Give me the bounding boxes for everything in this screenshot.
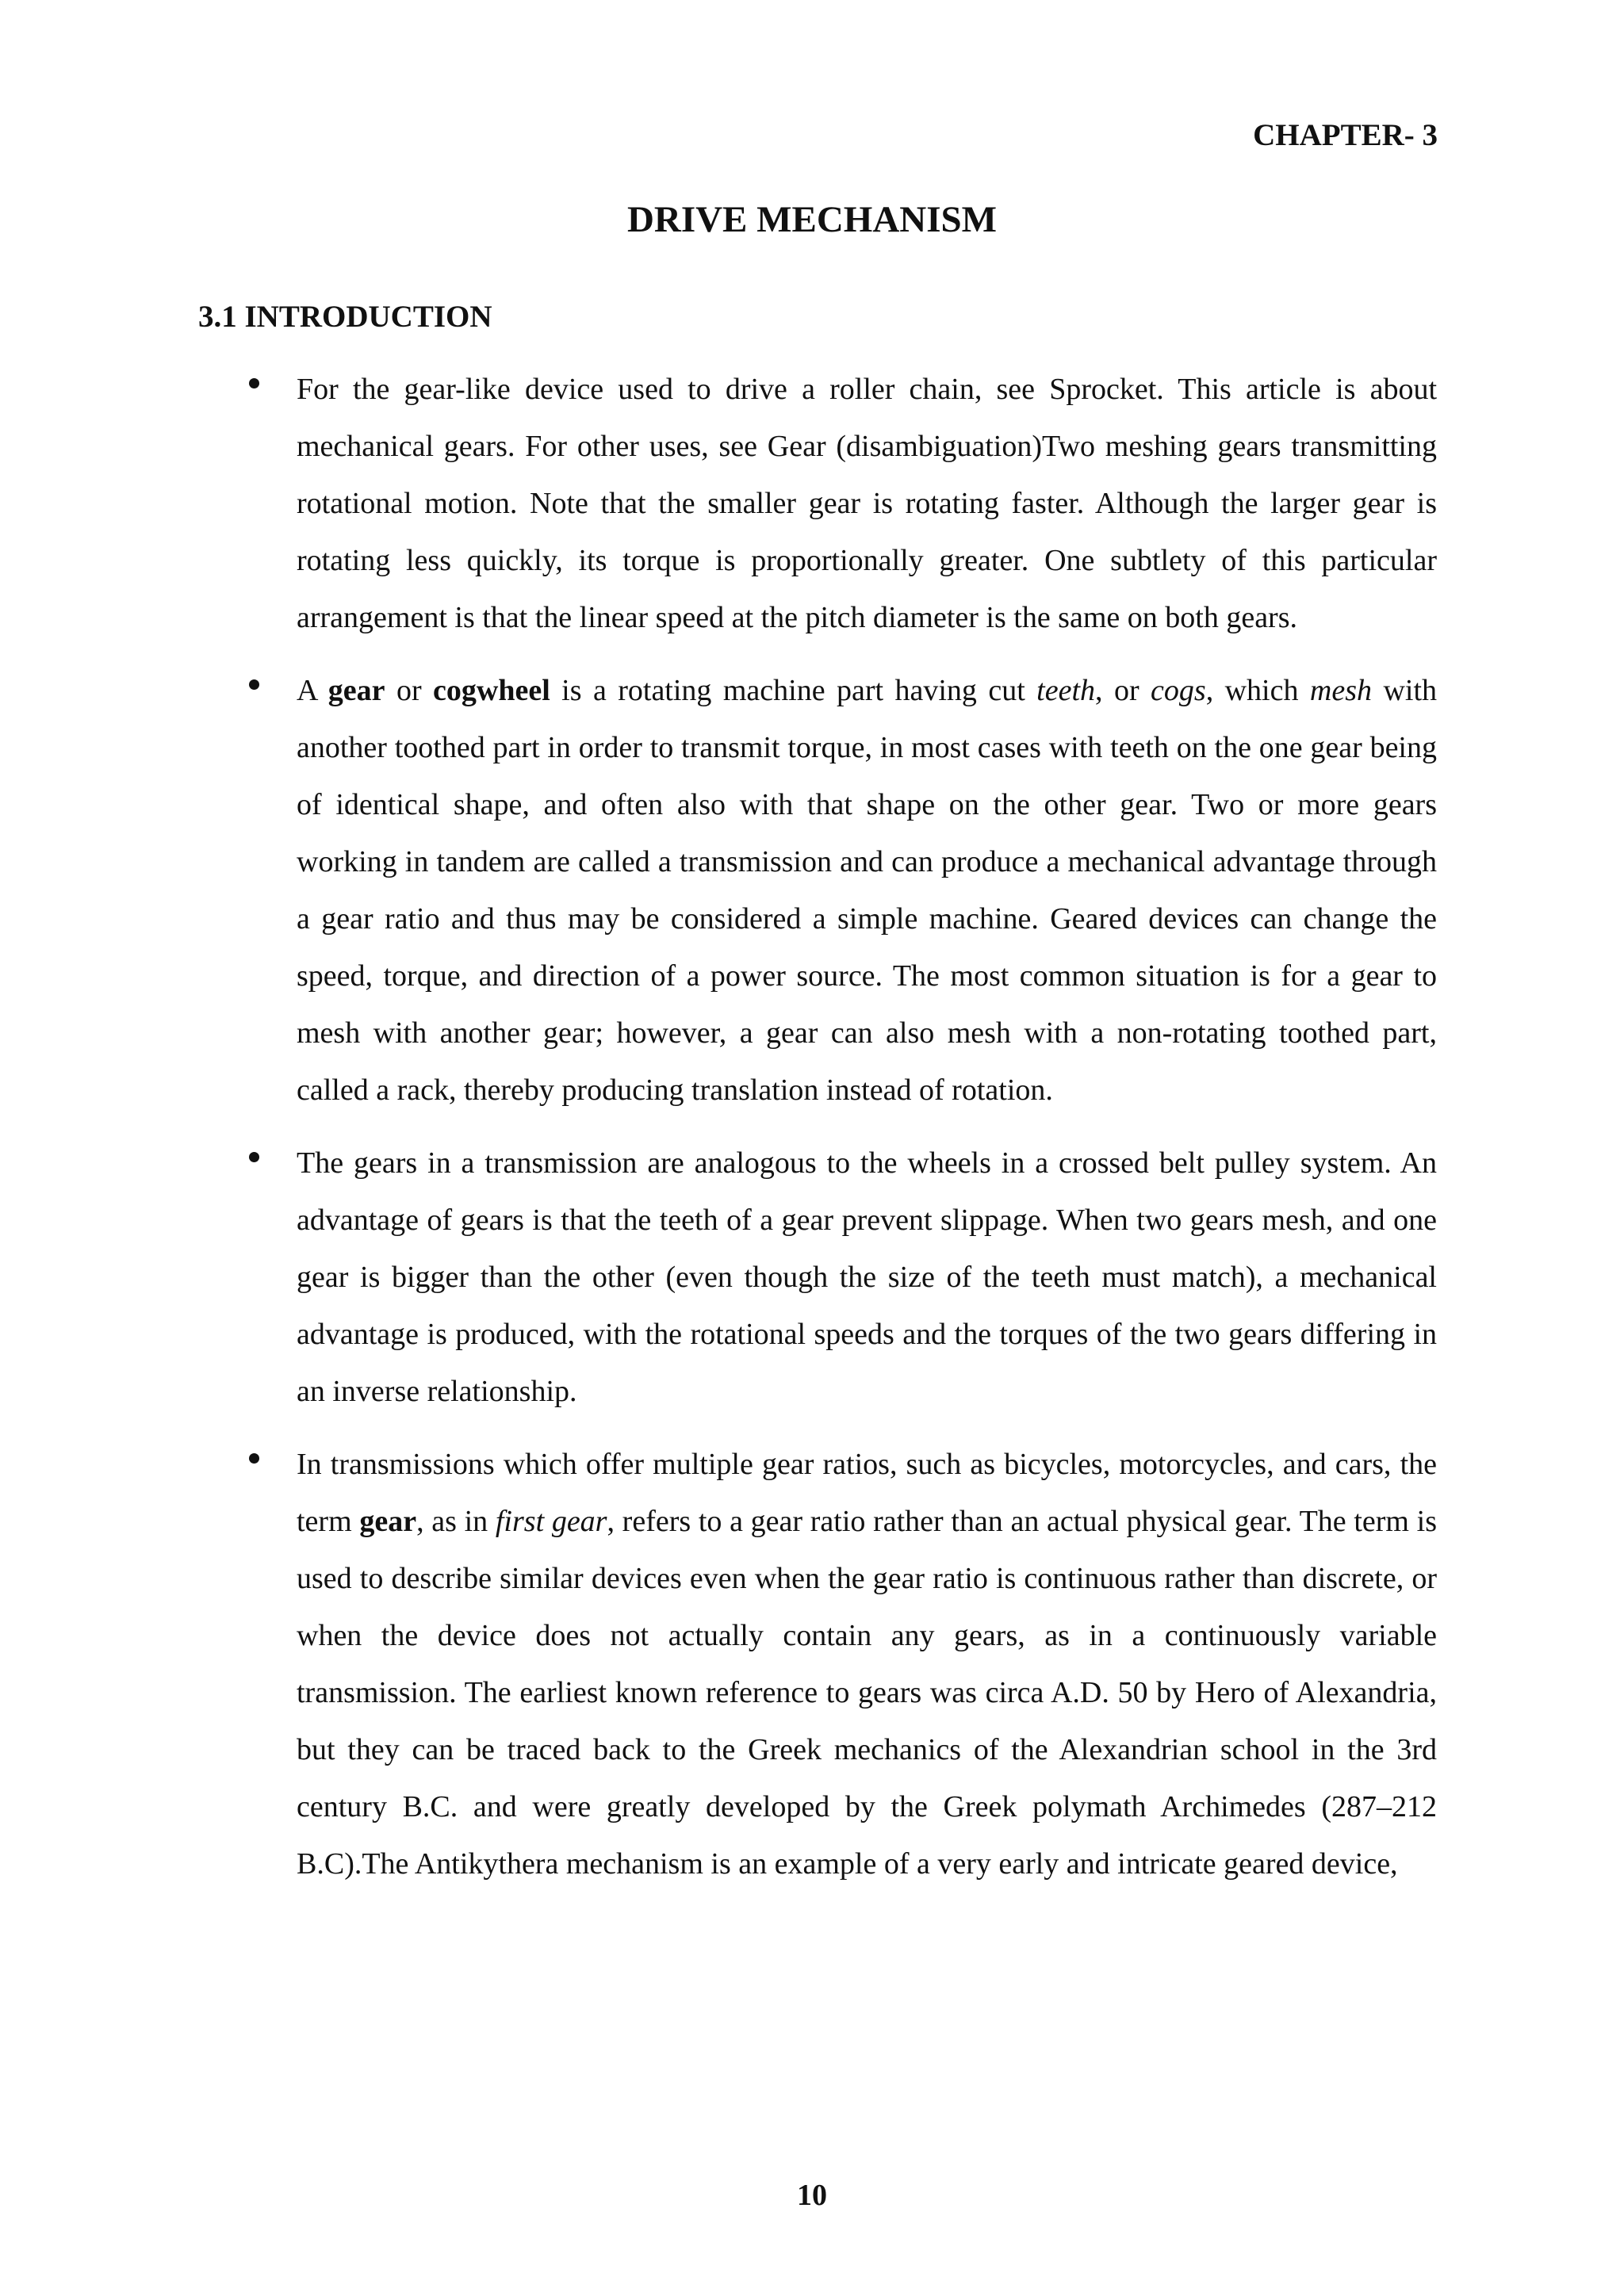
text-run: , which xyxy=(1205,674,1310,707)
italic-term: cogs xyxy=(1151,674,1206,707)
bullet-item xyxy=(0,662,1624,1119)
bullet-text xyxy=(297,1436,1437,1892)
italic-term: first gear xyxy=(495,1505,607,1538)
section-heading: 3.1 INTRODUCTION xyxy=(198,300,492,334)
bullet-dot-icon xyxy=(249,679,259,690)
text-run: , refers to a gear ratio rather than an actual physical gear. The term is used to describe similar devices even when the gear ratio is continuous rather than discrete, or when the device does not actually contain any gears, as in a continuously variable transmission. The earliest known reference to gears was circa A.D. 50 by Hero of Alexandria, but they can be traced back to the Greek mechanics of the Alexandrian school in the 3rd century B.C. and were greatly developed by the Greek polymath Archimedes (287–212 B.C).The Antikythera mechanism is an example of a very early and intricate geared device, xyxy=(297,1505,1438,1881)
text-run: or xyxy=(385,674,434,707)
text-run: , or xyxy=(1095,674,1151,707)
chapter-title: DRIVE MECHANISM xyxy=(626,199,998,240)
text-run: with another toothed part in order to transmit torque, in most cases with teeth on the one gear being of identical shape, and often also with that shape on the other gear. Two or more gears working in tandem are called a transmission and can produce a mechanical advantage through a gear ratio and thus may be considered a simple machine. Geared devices can change the speed, torque, and direction of a power source. The most common situation is for a gear to mesh with another gear; however, a gear can also mesh with a non-rotating toothed part, called a rack, thereby producing translation instead of rotation. xyxy=(297,674,1437,1107)
text-run: A xyxy=(297,674,328,707)
bullet-item xyxy=(0,1135,1624,1420)
bold-term: gear xyxy=(327,674,385,707)
bullet-list xyxy=(0,361,1624,1908)
bold-term: cogwheel xyxy=(433,674,550,707)
bullet-text xyxy=(297,662,1437,1119)
page-number: 10 xyxy=(797,2179,827,2212)
bullet-dot-icon xyxy=(249,378,259,388)
chapter-label: CHAPTER- 3 xyxy=(1253,118,1438,152)
bullet-text: For the gear-like device used to drive a roller chain, see Sprocket. This article is about mechanical gears. For other uses, see Gear (disambiguation)Two meshing gears transmitting rotational motion. Note that the smaller gear is rotating faster. Although the larger gear is rotating less quickly, its torque is proportionally greater. One subtlety of this particular arrangement is that the linear speed at the pitch diameter is the same on both gears. xyxy=(297,373,1437,634)
italic-term: mesh xyxy=(1309,674,1373,707)
text-run: is a rotating machine part having cut xyxy=(550,674,1037,707)
text-run: In transmissions which offer multiple gear ratios, such as bicycles, motorcycles, and cars, the term xyxy=(297,1448,1437,1538)
bullet-dot-icon xyxy=(249,1453,259,1464)
bullet-item xyxy=(0,361,1624,646)
italic-term: teeth xyxy=(1036,674,1096,707)
bullet-text: The gears in a transmission are analogous to the wheels in a crossed belt pulley system. An advantage of gears is that the teeth of a gear prevent slippage. When two gears mesh, and one gear is bigger than the other (even though the size of the teeth must match), a mechanical advantage is produced, with the rotational speeds and the torques of the two gears differing in an inverse relationship. xyxy=(297,1146,1437,1408)
bold-term: gear xyxy=(359,1505,417,1538)
text-run: , as in xyxy=(416,1505,496,1538)
bullet-item xyxy=(0,1436,1624,1892)
bullet-dot-icon xyxy=(249,1152,259,1162)
